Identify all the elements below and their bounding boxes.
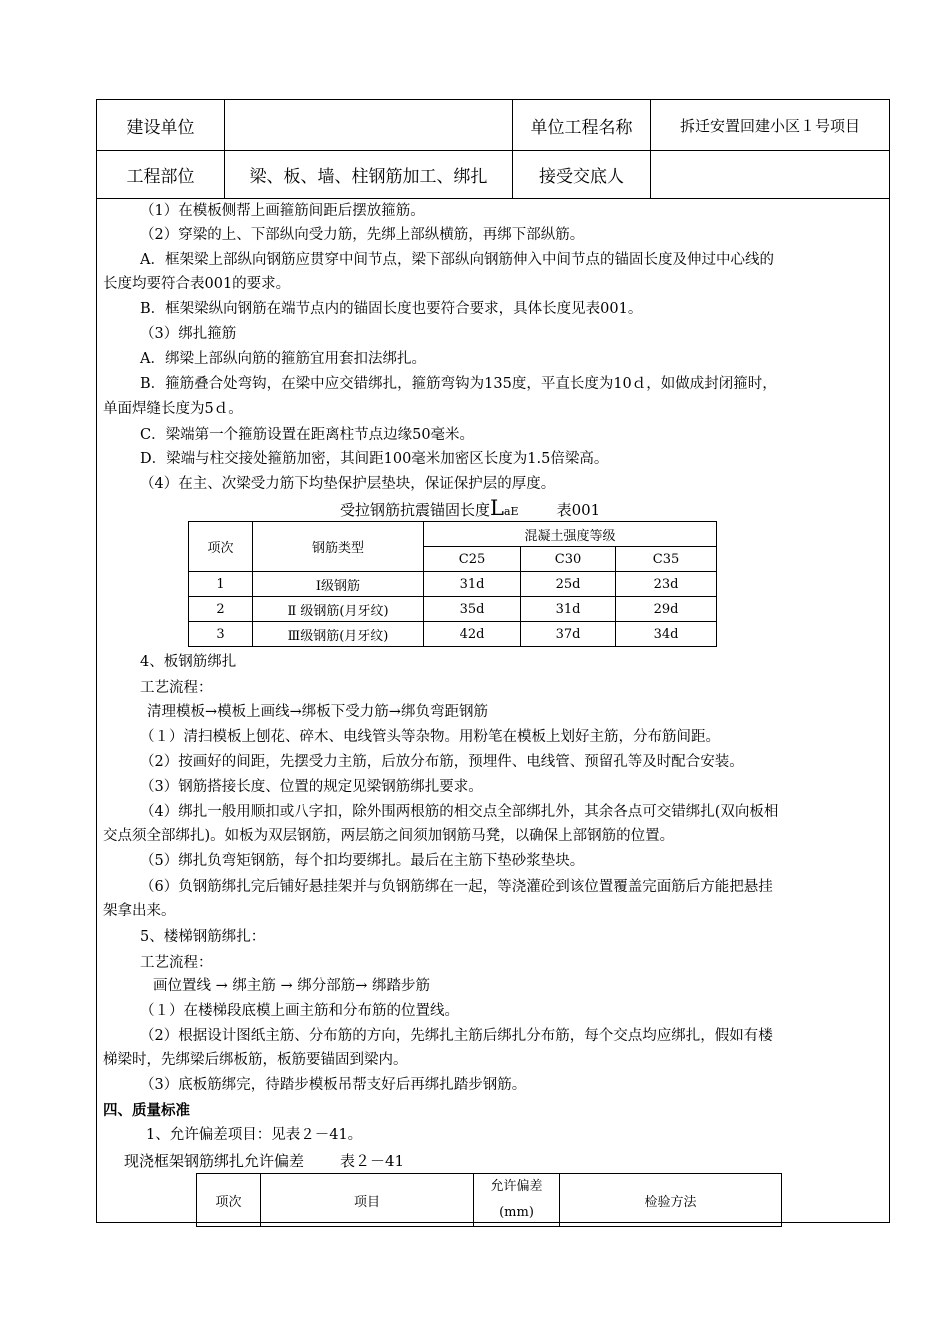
slab-item-6-line2: 架拿出来。: [103, 903, 176, 919]
slab-item-3: （3）钢筋搭接长度、位置的规定见梁钢筋绑扎要求。: [140, 779, 483, 795]
cell-c30: 25d: [521, 572, 616, 597]
beam-step-3: （3）绑扎箍筋: [140, 326, 237, 342]
slab-item-1: （１）清扫模板上刨花、碎木、电线管头等杂物。用粉笔在模板上划好主筋，分布筋间距。: [140, 729, 720, 745]
th-c30: C30: [521, 547, 616, 572]
table-001-caption: [340, 496, 600, 520]
cell-c35: 34d: [616, 622, 717, 647]
cell-c25: 42d: [424, 622, 521, 647]
th-deviation-label: 允许偏差: [490, 1179, 543, 1194]
header-row-1: [97, 100, 889, 151]
beam-para-d: D．梁端与柱交接处箍筋加密，其间距100毫米加密区长度为1.5倍梁高。: [140, 451, 609, 467]
beam-para-b2-line1: B．箍筋叠合处弯钩，在梁中应交错绑扎，箍筋弯钩为135度，平直长度为10ｄ，如做成封闭箍时，: [140, 376, 777, 392]
value-construction-unit: [225, 100, 512, 150]
th-method: 检验方法: [560, 1174, 782, 1227]
th-deviation-unit: (mm): [499, 1205, 534, 1220]
value-project-part: 梁、板、墙、柱钢筋加工、绑扎: [249, 166, 488, 187]
cell-type: Ⅲ级钢筋(月牙纹): [253, 622, 424, 647]
table-row: [189, 597, 717, 622]
th-concrete-grade: 混凝土强度等级: [424, 522, 717, 547]
value-project-name: 拆迁安置回建小区１号项目: [679, 116, 860, 135]
value-receiver: [651, 150, 889, 198]
th-item: 项次: [189, 522, 253, 572]
th-c35: C35: [616, 547, 717, 572]
slab-item-2: （2）按画好的间距，先摆受力主筋，后放分布筋，预埋件、电线管、预留孔等及时配合安装。: [140, 754, 744, 770]
slab-item-4-line1: （4）绑扎一般用顺扣或八字扣，除外围两根筋的相交点全部绑扎外，其余各点可交错绑扎(双向板相: [140, 804, 779, 820]
th-item: 项次: [197, 1174, 261, 1227]
quality-item-1: 1、允许偏差项目：见表２－41。: [146, 1127, 363, 1143]
caption-sub: aE: [503, 505, 519, 518]
stair-item-1: （１）在楼梯段底模上画主筋和分布筋的位置线。: [140, 1003, 459, 1019]
stair-item-2-line1: （2）根据设计图纸主筋、分布筋的方向，先绑扎主筋后绑扎分布筋，每个交点均应绑扎，假如有楼: [140, 1028, 773, 1044]
quality-table-caption: [124, 1150, 404, 1171]
quality-table-caption-text: 现浇框架钢筋绑扎允许偏差: [124, 1152, 305, 1170]
label-project-part: 工程部位: [126, 166, 195, 187]
quality-table-no: 表２－41: [340, 1152, 405, 1170]
beam-para-a1-line1: A．框架梁上部纵向钢筋应贯穿中间节点，梁下部纵向钢筋伸入中间节点的锚固长度及伸过中心线的: [140, 252, 774, 268]
stair-item-2-line2: 梯梁时，先绑梁后绑板筋，板筋要锚固到梁内。: [103, 1052, 408, 1068]
cell-no: 1: [189, 572, 253, 597]
beam-para-c: C．梁端第一个箍筋设置在距离柱节点边缘50毫米。: [140, 427, 475, 443]
cell-type: Ⅱ 级钢筋(月牙纹): [253, 597, 424, 622]
label-project-name: 单位工程名称: [530, 117, 633, 138]
cell-c25: 31d: [424, 572, 521, 597]
caption-l: L: [490, 496, 504, 520]
th-type: 钢筋类型: [253, 522, 424, 572]
th-project: 项目: [261, 1174, 474, 1227]
th-deviation: [474, 1174, 560, 1227]
slab-flow-label: 工艺流程：: [140, 680, 213, 696]
cell-no: 3: [189, 622, 253, 647]
label-construction-unit: 建设单位: [126, 117, 195, 138]
beam-step-2: （2）穿梁的上、下部纵向受力筋，先绑上部纵横筋，再绑下部纵筋。: [140, 227, 585, 243]
caption-text: 受拉钢筋抗震锚固长度: [340, 501, 491, 519]
label-receiver: 接受交底人: [539, 166, 624, 187]
cell-c30: 37d: [521, 622, 616, 647]
header-row-2: [97, 150, 889, 199]
anchorage-table: [188, 521, 717, 647]
beam-para-b2-line2: 单面焊缝长度为5ｄ。: [103, 401, 243, 417]
beam-step-1: （1）在模板侧帮上画箍筋间距后摆放箍筋。: [140, 203, 425, 219]
table-row: [189, 572, 717, 597]
cell-c25: 35d: [424, 597, 521, 622]
slab-item-4-line2: 交点须全部绑扎)。如板为双层钢筋，两层筋之间须加钢筋马凳，以确保上部钢筋的位置。: [103, 828, 675, 844]
stair-flow: 画位置线 → 绑主筋 → 绑分部筋→ 绑踏步筋: [153, 978, 430, 994]
quality-title: 四、质量标准: [103, 1102, 190, 1119]
slab-item-5: （5）绑扎负弯矩钢筋，每个扣均要绑扎。最后在主筋下垫砂浆垫块。: [140, 853, 585, 869]
beam-para-a1-line2: 长度均要符合表001的要求。: [103, 276, 291, 292]
cell-type: I级钢筋: [253, 572, 424, 597]
stair-title: 5、楼梯钢筋绑扎：: [140, 929, 266, 945]
beam-para-b1: B．框架梁纵向钢筋在端节点内的锚固长度也要符合要求，具体长度见表001。: [140, 301, 643, 317]
cell-c35: 23d: [616, 572, 717, 597]
deviation-table: [196, 1173, 782, 1227]
th-c25: C25: [424, 547, 521, 572]
stair-flow-label: 工艺流程：: [140, 955, 213, 971]
stair-item-3: （3）底板筋绑完，待踏步模板吊帮支好后再绑扎踏步钢筋。: [140, 1077, 527, 1093]
slab-title: 4、板钢筋绑扎: [140, 654, 237, 670]
cell-c30: 31d: [521, 597, 616, 622]
beam-para-a2: A．绑梁上部纵向筋的箍筋宜用套扣法绑扎。: [140, 351, 426, 367]
caption-table-no: 表001: [556, 501, 601, 519]
cell-no: 2: [189, 597, 253, 622]
slab-item-6-line1: （6）负钢筋绑扎完后铺好悬挂架并与负钢筋绑在一起，等浇灌砼到该位置覆盖完面筋后方能把悬挂: [140, 879, 773, 895]
table-row: [189, 622, 717, 647]
beam-step-4: （4）在主、次梁受力筋下均垫保护层垫块，保证保护层的厚度。: [140, 476, 556, 492]
slab-flow: 清理模板→模板上画线→绑板下受力筋→绑负弯距钢筋: [147, 704, 488, 720]
cell-c35: 29d: [616, 597, 717, 622]
